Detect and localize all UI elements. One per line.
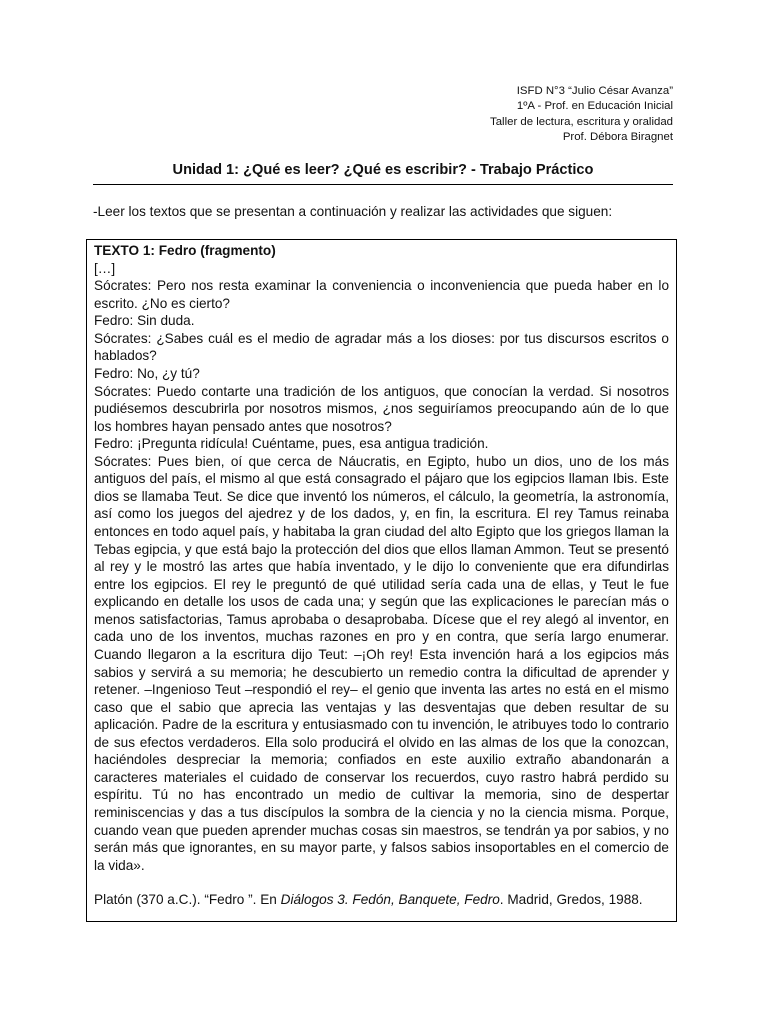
- citation-suffix: . Madrid, Gredos, 1988.: [499, 892, 643, 908]
- page-title: Unidad 1: ¿Qué es leer? ¿Qué es escribir? - Trabajo Práctico: [172, 162, 594, 178]
- title-divider: [93, 184, 673, 185]
- citation: [94, 891, 669, 909]
- citation-work: Diálogos 3. Fedón, Banquete, Fedro: [280, 892, 500, 908]
- institution-header: [490, 84, 673, 145]
- paragraph: Sócrates: Pues bien, oí que cerca de Náucratis, en Egipto, hubo un dios, uno de los más antiguos del país, el mismo al que está consagrado el pájaro que los egipcios llaman Ibis. Este dios se llamaba Teut. Se dice que inventó los números, el cálculo, la geometría, la astronomía, así como los juegos del ajedrez y de los dados, y, en fin, la escritura. El rey Tamus reinaba entonces en todo aquel país, y habitaba la gran ciudad del alto Egipto que los griegos llaman la Tebas egipcia, y que está bajo la protección del dios que ellos llaman Ammon. Teut se presentó al rey y le mostró las artes que había inventado, y le dijo lo conveniente que era difundirlas entre los egipcios. El rey le preguntó de qué utilidad sería cada una de ellas, y Teut le fue explicando en detalle los usos de cada una; y según que las explicaciones le parecían más o menos satisfactorias, Tamus aprobaba o desaprobaba. Dícese que el rey alegó al inventor, en cada uno de los inventos, muchas razones en pro y en contra, que sería largo enumerar. Cuando llegaron a la escritura dijo Teut: –¡Oh rey! Esta invención hará a los egipcios más sabios y servirá a su memoria; he descubierto un remedio contra la dificultad de aprender y retener. –Ingenioso Teut –respondió el rey– el genio que inventa las artes no está en el mismo caso que el sabio que aprecia las ventajas y las desventajas que deben resultar de su aplicación. Padre de la escritura y entusiasmado con tu invención, le atribuyes todo lo contrario de sus efectos verdaderos. Ella solo producirá el olvido en las almas de los que la conozcan, haciéndoles despreciar la memoria; confiados en este auxilio extraño abandonarán a caracteres materiales el cuidado de conservar los recuerdos, cuyo rastro habrá perdido su espíritu. Tú no has encontrado un medio de cultivar la memoria, sino de despertar reminiscencias y das a tus discípulos la sombra de la ciencia y no la ciencia misma. Porque, cuando vean que pueden aprender muchas cosas sin maestros, se tendrán ya por sabios, y no serán más que ignorantes, en su mayor parte, y falsos sabios insoportables en el comercio de la vida».: [94, 453, 669, 873]
- paragraph: Sócrates: Pero nos resta examinar la conveniencia o inconveniencia que pueda haber en lo escrito. ¿No es cierto?: [94, 278, 669, 311]
- text-heading: TEXTO 1: Fedro (fragmento): [94, 243, 276, 258]
- paragraph: Sócrates: ¿Sabes cuál es el medio de agradar más a los dioses: por tus discursos escritos o hablados?: [94, 330, 669, 364]
- instruction-text: -Leer los textos que se presentan a continuación y realizar las actividades que siguen:: [93, 204, 613, 219]
- text-box: [86, 239, 677, 922]
- citation-prefix: Platón (370 a.C.). “Fedro ”. En: [94, 892, 281, 908]
- header-subject: Taller de lectura, escritura y oralidad: [490, 115, 673, 128]
- header-teacher: Prof. Débora Biragnet: [562, 130, 673, 143]
- paragraph: Fedro: ¡Pregunta ridícula! Cuéntame, pues, esa antigua tradición.: [94, 436, 489, 452]
- header-course: 1ºA - Prof. en Educación Inicial: [516, 100, 673, 113]
- paragraph: […]: [94, 260, 116, 276]
- paragraph: Fedro: No, ¿y tú?: [94, 365, 200, 381]
- paragraph: Fedro: Sin duda.: [94, 313, 195, 329]
- paragraph: Sócrates: Puedo contarte una tradición de los antiguos, que conocían la verdad. Si nosotros pudiésemos descubrirla por nosotros mismos, ¿nos seguiríamos preocupando aún de lo que los hombres hayan pensado antes que nosotros?: [94, 383, 669, 434]
- header-institution: ISFD N°3 “Julio César Avanza”: [516, 85, 673, 97]
